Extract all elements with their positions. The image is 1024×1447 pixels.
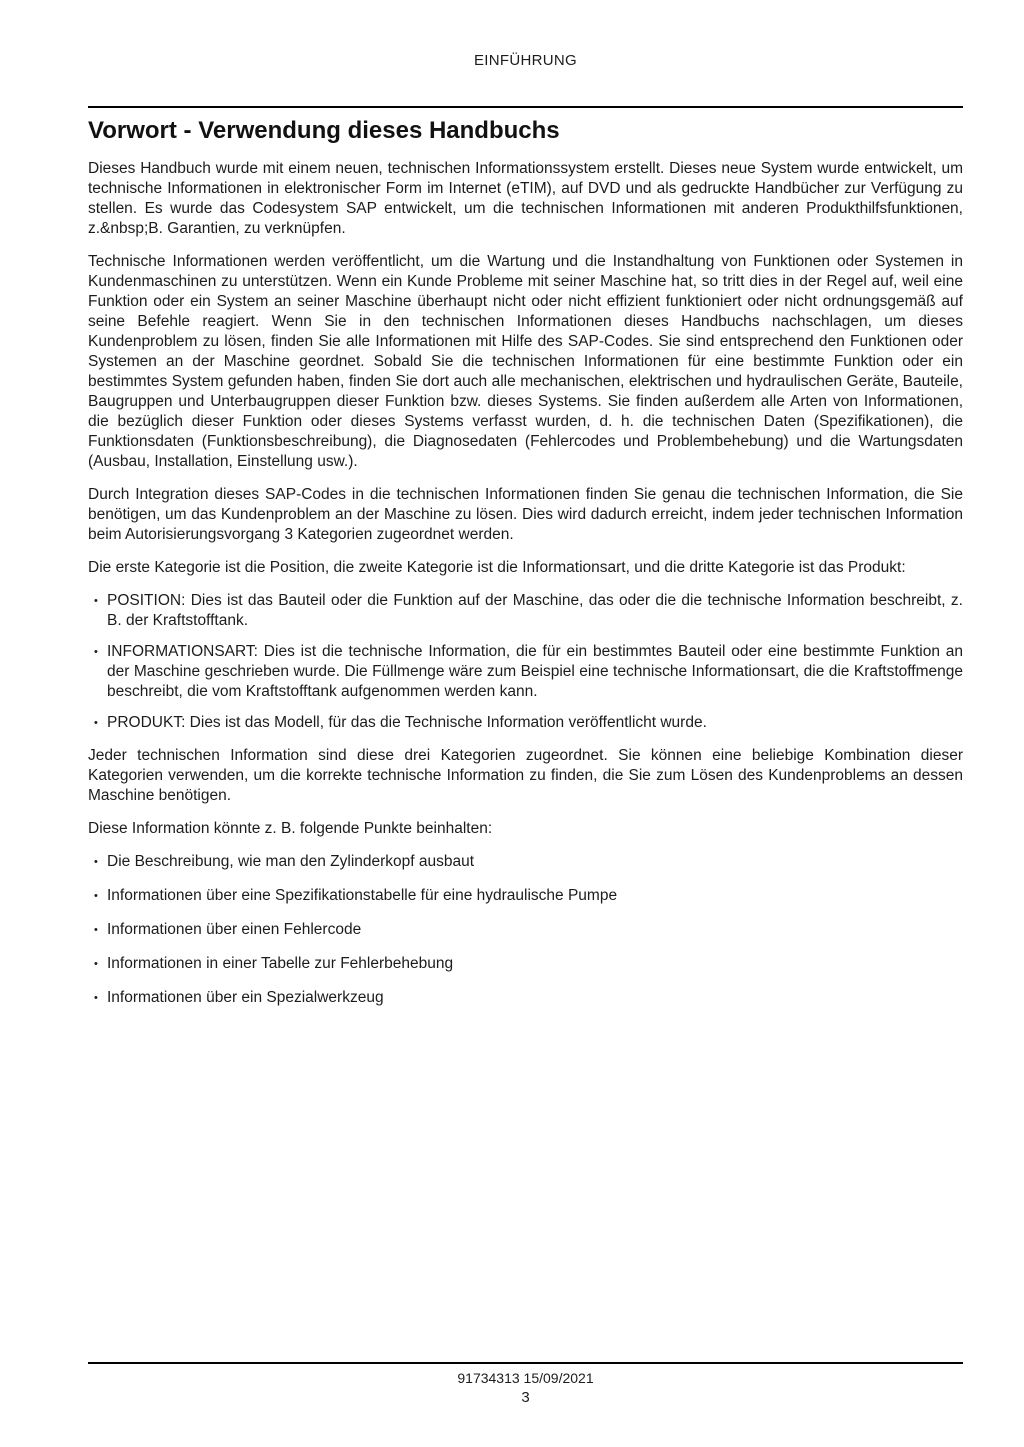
list-item-text: Informationen über einen Fehlercode [107, 921, 362, 938]
bullet-icon: • [94, 856, 98, 868]
intro-paragraph-3: Durch Integration dieses SAP-Codes in die technischen Informationen finden Sie genau die technischen Information, die Sie benötigen, um das Kundenproblem an der Maschine zu lösen. Dies wird dadurch erreicht, indem jeder technischen Information beim Autorisierungsvorgang 3 Kategorien zugeordnet werden. [88, 486, 963, 543]
header-rule [88, 106, 963, 108]
example-list [88, 852, 963, 1008]
bullet-icon: • [94, 924, 98, 936]
list-item [88, 642, 963, 702]
running-header: EINFÜHRUNG [474, 52, 577, 69]
footer-rule [88, 1362, 963, 1364]
intro-paragraph-1: Dieses Handbuch wurde mit einem neuen, technischen Informationssystem erstellt. Dieses neue System wurde entwickelt, um technische Informationen in elektronischer Form im Internet (eTIM), auf DVD und als gedruckte Handbücher zur Verfügung zu stellen. Es wurde das Codesystem SAP entwickelt, um die technischen Informationen mit anderen Produkthilfsfunktionen, z.&nbsp;B. Garantien, zu verknüpfen. [88, 160, 963, 237]
closing-paragraph-2: Diese Information könnte z. B. folgende Punkte beinhalten: [88, 820, 493, 837]
bullet-icon: • [94, 717, 98, 729]
list-item [88, 713, 963, 733]
list-item [88, 852, 963, 872]
bullet-icon: • [94, 958, 98, 970]
list-item-text: PRODUKT: Dies ist das Modell, für das die Technische Information veröffentlicht wurde. [107, 714, 707, 731]
body-text [88, 159, 963, 1008]
closing-paragraph-1: Jeder technischen Information sind diese drei Kategorien zugeordnet. Sie können eine beliebige Kombination dieser Kategorien verwenden, um die korrekte technische Information zu finden, die Sie zum Lösen des Kundenproblems an dessen Maschine benötigen. [88, 747, 963, 804]
category-list [88, 591, 963, 733]
page-number: 3 [521, 1389, 530, 1406]
page-title: Vorwort - Verwendung dieses Handbuchs [88, 117, 560, 144]
page-footer [88, 1362, 963, 1406]
list-item [88, 954, 963, 974]
bullet-icon: • [94, 646, 98, 658]
bullet-icon: • [94, 890, 98, 902]
intro-paragraph-2: Technische Informationen werden veröffentlicht, um die Wartung und die Instandhaltung von Funktionen oder Systemen in Kundenmaschinen zu unterstützen. Wenn ein Kunde Probleme mit seiner Maschine hat, so tritt dies in der Regel auf, weil eine Funktion oder ein System an seiner Maschine überhaupt nicht oder nicht effizient funktioniert oder nicht ordnungsgemäß auf seine Befehle reagiert. Wenn Sie in den technischen Informationen dieses Handbuchs nachschlagen, um dieses Kundenproblem zu lösen, finden Sie alle Informationen mit Hilfe des SAP-Codes. Sie sind entsprechend den Funktionen oder Systemen an der Maschine geordnet. Sobald Sie die technischen Informationen für eine bestimmte Funktion oder ein bestimmtes System gefunden haben, finden Sie dort auch alle mechanischen, elektrischen und hydraulischen Geräte, Bauteile, Baugruppen und Unterbaugruppen dieser Funktion bzw. dieses Systems. Sie finden außerdem alle Arten von Informationen, die bezüglich dieser Funktion oder dieses Systems verfasst wurden, d. h. die technischen Daten (Spezifikationen), die Funktionsdaten (Funktionsbeschreibung), die Diagnosedaten (Fehlercodes und Problembehebung) und die Wartungsdaten (Ausbau, Installation, Einstellung usw.). [88, 253, 963, 470]
list-item [88, 886, 963, 906]
bullet-icon: • [94, 595, 98, 607]
list-item [88, 591, 963, 631]
list-item-text: INFORMATIONSART: Dies ist die technische Information, die für ein bestimmtes Bauteil oder eine bestimmte Funktion an der Maschine geschrieben wurde. Die Füllmenge wäre zum Beispiel eine technische Informationsart, die die Kraftstoffmenge beschreibt, die vom Kraftstofftank aufgenommen werden kann. [107, 643, 963, 700]
list-item [88, 988, 963, 1008]
list-item-text: Informationen über eine Spezifikationstabelle für eine hydraulische Pumpe [107, 887, 618, 904]
list-item-text: Informationen in einer Tabelle zur Fehlerbehebung [107, 955, 454, 972]
list-item-text: Die Beschreibung, wie man den Zylinderkopf ausbaut [107, 853, 475, 870]
list-item-text: POSITION: Dies ist das Bauteil oder die Funktion auf der Maschine, das oder die die technische Information beschreibt, z. B. der Kraftstofftank. [107, 592, 963, 629]
intro-paragraph-4: Die erste Kategorie ist die Position, die zweite Kategorie ist die Informationsart, und die dritte Kategorie ist das Produkt: [88, 559, 906, 576]
bullet-icon: • [94, 992, 98, 1004]
list-item-text: Informationen über ein Spezialwerkzeug [107, 989, 384, 1006]
doc-reference: 91734313 15/09/2021 [457, 1370, 594, 1386]
list-item [88, 920, 963, 940]
